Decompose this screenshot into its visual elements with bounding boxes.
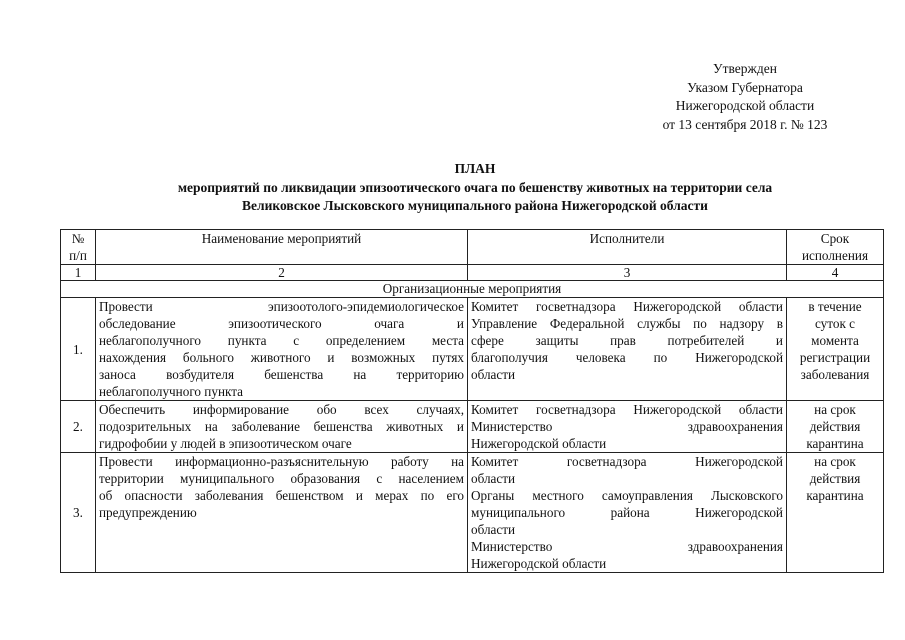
event-name-line: неблагополучного пункта: [99, 384, 244, 399]
table-body: [61, 298, 884, 573]
event-name-line: Провести эпизоотолого-эпидемиологическое: [99, 299, 464, 314]
event-name: [96, 401, 468, 453]
executors-line: области: [471, 471, 516, 486]
executors-line: Нижегородской области: [471, 556, 607, 571]
row-number: 2.: [61, 401, 96, 453]
executors-line: Министерство здравоохранения: [471, 419, 783, 434]
event-name-line: территории муниципального образования с населением: [99, 471, 464, 486]
deadline-line: действия: [809, 471, 861, 486]
table-header-row: [61, 230, 884, 265]
executors-line: области: [471, 367, 516, 382]
event-name-line: предупреждению: [99, 505, 197, 520]
row-number: 1.: [61, 298, 96, 401]
executors-line: сфере защиты прав потребителей и: [471, 333, 783, 348]
event-name-line: обследование эпизоотического очага и: [99, 316, 464, 331]
event-name: [96, 298, 468, 401]
event-name-line: неблагополучного пункта с определением места: [99, 333, 464, 348]
table-row: [61, 298, 884, 401]
executors: [468, 298, 787, 401]
executors-line: Нижегородской области: [471, 436, 607, 451]
approval-line: Утвержден: [713, 61, 777, 76]
executors-line: Комитет госветнадзора Нижегородской: [471, 454, 783, 469]
row-number: 3.: [61, 453, 96, 573]
executors-line: Управление Федеральной службы по надзору в: [471, 316, 783, 331]
section-title: Организационные мероприятия: [61, 281, 884, 298]
executors: [468, 401, 787, 453]
executors-line: Министерство здравоохранения: [471, 539, 783, 554]
event-name-line: нахождения больного животного и возможных путях: [99, 350, 464, 365]
deadline: [787, 453, 884, 573]
title-line: мероприятий по ликвидации эпизоотического очага по бешенству животных на территории села: [177, 180, 773, 195]
event-name-line: подозрительных на заболевание бешенства животных и: [99, 419, 464, 434]
executors-line: Комитет госветнадзора Нижегородской области: [471, 402, 783, 417]
executors: [468, 453, 787, 573]
column-number: 2: [96, 265, 468, 281]
header-term-line: исполнения: [801, 248, 869, 263]
approval-line: от 13 сентября 2018 г. № 123: [662, 116, 828, 132]
column-number: 4: [787, 265, 884, 281]
approval-line: Нижегородской области: [675, 98, 815, 113]
executors-line: области: [471, 522, 516, 537]
event-name: [96, 453, 468, 573]
table-row: [61, 401, 884, 453]
deadline-line: действия: [809, 419, 861, 434]
header-term-line: Срок: [820, 231, 850, 246]
header-name: Наименование мероприятий: [96, 230, 468, 265]
deadline-line: на срок: [814, 402, 856, 417]
header-term: [787, 230, 884, 265]
header-num-line: п/п: [69, 248, 87, 263]
column-number: 3: [468, 265, 787, 281]
header-executors: Исполнители: [468, 230, 787, 265]
deadline-line: в течение: [808, 299, 862, 314]
executors-line: Органы местного самоуправления Лысковского: [471, 488, 783, 503]
title-line: Великовское Лысковского муниципального района Нижегородской области: [242, 198, 708, 213]
event-name-line: об опасности заболевания бешенством и мерах по его: [99, 488, 464, 503]
approval-line: Указом Губернатора: [687, 79, 803, 95]
executors-line: Комитет госветнадзора Нижегородской области: [471, 299, 783, 314]
deadline-line: суток с: [814, 316, 855, 331]
plan-table: [60, 229, 884, 573]
header-num: [61, 230, 96, 265]
deadline-line: момента: [811, 333, 859, 348]
deadline-line: заболевания: [800, 367, 870, 382]
deadline-line: карантина: [806, 436, 864, 451]
header-num-line: №: [71, 231, 85, 246]
deadline-line: карантина: [806, 488, 864, 503]
title-plan: ПЛАН: [454, 161, 496, 176]
event-name-line: Провести информационно-разъяснительную работу на: [99, 454, 464, 469]
event-name-line: гидрофобии у людей в эпизоотическом очаге: [99, 436, 352, 451]
section-row: [61, 281, 884, 298]
table-row: [61, 453, 884, 573]
deadline-line: на срок: [814, 454, 856, 469]
executors-line: благополучия человека по Нижегородской: [471, 350, 783, 365]
executors-line: муниципального района Нижегородской: [471, 505, 783, 520]
document-title: [60, 160, 890, 215]
deadline: [787, 401, 884, 453]
event-name-line: Обеспечить информирование обо всех случаях,: [99, 402, 464, 417]
column-number: 1: [61, 265, 96, 281]
deadline-line: регистрации: [799, 350, 871, 365]
deadline: [787, 298, 884, 401]
column-number-row: [61, 265, 884, 281]
event-name-line: заноса возбудителя бешенства на территорию: [99, 367, 464, 382]
approval-stamp: [620, 60, 870, 134]
